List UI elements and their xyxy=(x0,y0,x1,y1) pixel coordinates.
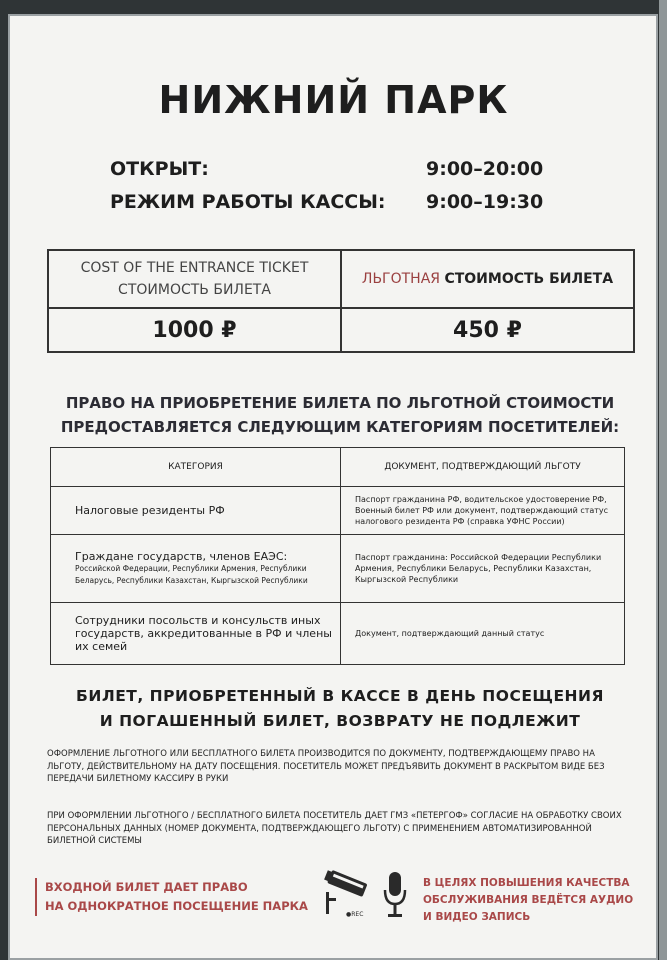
discount-label-rest: СТОИМОСТЬ БИЛЕТА xyxy=(444,271,614,287)
category-header: КАТЕГОРИЯ xyxy=(51,448,341,487)
full-price-value: 1000 ₽ xyxy=(48,308,341,352)
single-visit-note xyxy=(35,878,308,916)
no-refund-line1: БИЛЕТ, ПРИОБРЕТЕННЫЙ В КАССЕ В ДЕНЬ ПОСЕЩЕНИЯ xyxy=(76,687,604,705)
discount-price-value: 450 ₽ xyxy=(341,308,634,352)
category-title: Налоговые резиденты РФ xyxy=(75,504,225,517)
category-cell xyxy=(51,603,341,665)
rights-heading-line2: ПРЕДОСТАВЛЯЕТСЯ СЛЕДУЮЩИМ КАТЕГОРИЯМ ПОСЕТИТЕЛЕЙ: xyxy=(60,418,620,436)
cashier-hours-label: РЕЖИМ РАБОТЫ КАССЫ: xyxy=(110,191,386,213)
document-rules-paragraph: ОФОРМЛЕНИЕ ЛЬГОТНОГО ИЛИ БЕСПЛАТНОГО БИЛЕТА ПРОИЗВОДИТСЯ ПО ДОКУМЕНТУ, ПОДТВЕРЖДАЮЩЕМУ ПРАВО НА ЛЬГОТУ, ДЕЙСТВИТЕЛЬНОМУ НА ДАТУ ПОСЕЩЕНИЯ. ПОСЕТИТЕЛЬ МОЖЕТ ПРЕДЪЯВИТЬ ДОКУМЕНТ В РАСКРЫТОМ ВИДЕ БЕЗ ПЕРЕДАЧИ БИЛЕТНОМУ КАССИРУ В РУКИ xyxy=(47,749,605,784)
category-cell xyxy=(51,535,341,603)
document-header: ДОКУМЕНТ, ПОДТВЕРЖДАЮЩИЙ ЛЬГОТУ xyxy=(341,448,625,487)
category-title: Сотрудники посольств и консульств иных государств, аккредитованные в РФ и члены их семей xyxy=(75,614,332,653)
recording-notice xyxy=(423,875,633,926)
full-price-label-ru: СТОИМОСТЬ БИЛЕТА xyxy=(118,282,271,298)
rec-label: ●REC xyxy=(346,911,364,918)
categories-table xyxy=(50,447,625,665)
category-title: Граждане государств, членов ЕАЭС: xyxy=(75,550,288,563)
no-refund-line2: И ПОГАШЕННЫЙ БИЛЕТ, ВОЗВРАТУ НЕ ПОДЛЕЖИТ xyxy=(99,712,581,730)
recording-line1: В ЦЕЛЯХ ПОВЫШЕНИЯ КАЧЕСТВА xyxy=(423,877,630,889)
page-title: НИЖНИЙ ПАРК xyxy=(158,78,509,122)
price-table xyxy=(47,249,635,353)
discount-label-red: ЛЬГОТНАЯ xyxy=(361,271,440,287)
open-hours-label: ОТКРЫТ: xyxy=(110,158,209,180)
discount-price-header xyxy=(341,250,634,308)
document-cell: Паспорт гражданина РФ, водительское удостоверение РФ, Военный билет РФ или документ, подтверждающий статус налогового резидента РФ (справка УФНС России) xyxy=(341,487,625,535)
single-visit-line1: ВХОДНОЙ БИЛЕТ ДАЕТ ПРАВО xyxy=(45,880,248,894)
personal-data-paragraph: ПРИ ОФОРМЛЕНИИ ЛЬГОТНОГО / БЕСПЛАТНОГО БИЛЕТА ПОСЕТИТЕЛЬ ДАЕТ ГМЗ «ПЕТЕРГОФ» СОГЛАСИЕ НА ОБРАБОТКУ СВОИХ ПЕРСОНАЛЬНЫХ ДАННЫХ (НОМЕР ДОКУМЕНТА, ПОДТВЕРЖДАЮЩЕГО ЛЬГОТУ) С ПРИМЕНЕНИЕМ АВТОМАТИЗИРОВАННОЙ БИЛЕТНОЙ СИСТЕМЫ xyxy=(47,811,622,846)
table-row xyxy=(51,603,625,665)
category-subtitle: Российской Федерации, Республики Армения, Республики Беларусь, Республики Казахстан, Кыргызской Республики xyxy=(75,564,308,585)
open-hours-value: 9:00–20:00 xyxy=(426,158,544,180)
wall-edge xyxy=(659,0,667,960)
rights-heading-line1: ПРАВО НА ПРИОБРЕТЕНИЕ БИЛЕТА ПО ЛЬГОТНОЙ СТОИМОСТИ xyxy=(65,394,615,412)
cctv-camera-icon xyxy=(322,870,376,920)
microphone-icon xyxy=(382,870,408,920)
cashier-hours-value: 9:00–19:30 xyxy=(426,191,544,213)
full-price-header xyxy=(48,250,341,308)
table-row xyxy=(51,535,625,603)
single-visit-line2: НА ОДНОКРАТНОЕ ПОСЕЩЕНИЕ ПАРКА xyxy=(45,899,308,913)
document-cell: Паспорт гражданина: Российской Федерации Республики Армения, Республики Беларусь, Республики Казахстан, Кыргызской Республики xyxy=(341,535,625,603)
full-price-label-en: COST OF THE ENTRANCE TICKET xyxy=(80,260,309,276)
category-cell xyxy=(51,487,341,535)
document-cell: Документ, подтверждающий данный статус xyxy=(341,603,625,665)
table-row xyxy=(51,487,625,535)
no-refund-notice xyxy=(40,684,640,734)
rights-heading xyxy=(40,391,640,439)
recording-line3: И ВИДЕО ЗАПИСЬ xyxy=(423,911,531,923)
recording-line2: ОБСЛУЖИВАНИЯ ВЕДЁТСЯ АУДИО xyxy=(423,894,634,906)
